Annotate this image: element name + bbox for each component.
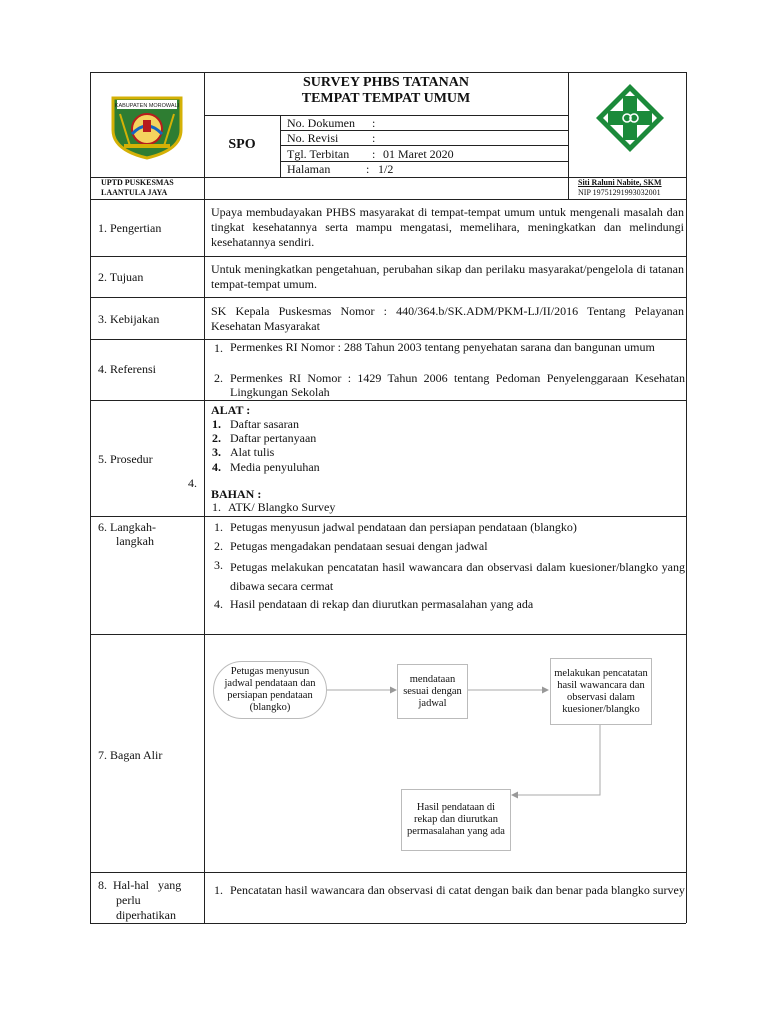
field-value-tgl: 01 Maret 2020 bbox=[383, 147, 454, 161]
field-no-dokumen bbox=[287, 116, 355, 130]
org-name-line2: LAANTULA JAYA bbox=[101, 188, 168, 197]
document-title-line1: SURVEY PHBS TATANAN bbox=[303, 75, 469, 90]
table-border-top bbox=[90, 72, 686, 73]
field-label: No. Dokumen bbox=[287, 116, 355, 130]
signer-name: Siti Raluni Nabite, SKM bbox=[578, 178, 662, 187]
label-langkah-line1: 6. Langkah- bbox=[98, 520, 156, 534]
row-line bbox=[90, 297, 686, 298]
signer-nip: NIP 19751291993032001 bbox=[578, 188, 661, 197]
alat-item: Media penyuluhan bbox=[230, 460, 320, 474]
flow-node-pencatatan bbox=[550, 658, 652, 725]
field-value-halaman: 1/2 bbox=[378, 162, 394, 176]
alat-item: Alat tulis bbox=[230, 445, 275, 459]
flow-node-mendataan bbox=[397, 664, 468, 719]
langkah-item: Petugas melakukan pencatatan hasil wawancara dan observasi dalam kuesioner/blangko yang dibawa secara cermat bbox=[230, 560, 685, 593]
field-label: No. Revisi bbox=[287, 131, 339, 145]
alat-num: 2. bbox=[212, 431, 221, 445]
row-line bbox=[90, 400, 686, 401]
referensi-num-2: 2. bbox=[214, 371, 223, 385]
referensi-num-1: 1. bbox=[214, 341, 223, 355]
langkah-item: Hasil pendataan di rekap dan diurutkan permasalahan yang ada bbox=[230, 597, 534, 611]
flow-node-rekap bbox=[401, 789, 511, 851]
field-label: Tgl. Terbitan bbox=[287, 147, 350, 161]
field-label: Halaman bbox=[287, 162, 331, 176]
flow-node-text: Petugas menyusun jadwal pendataan dan persiapan pendataan (blangko) bbox=[224, 666, 316, 713]
logo-text: KABUPATEN MOROWALI bbox=[114, 103, 180, 109]
label-kebijakan: 3. Kebijakan bbox=[98, 312, 160, 326]
alat-num: 1. bbox=[212, 417, 221, 431]
arrow-3-to-4 bbox=[512, 723, 600, 795]
field-halaman bbox=[287, 162, 330, 176]
label-hal-line1: 8. Hal-hal yang bbox=[98, 878, 182, 892]
regency-logo bbox=[110, 94, 184, 160]
flow-node-text: mendataan sesuai dengan jadwal bbox=[403, 673, 462, 709]
field-sep: : bbox=[372, 131, 376, 145]
text-tujuan: Untuk meningkatkan pengetahuan, perubahan sikap dan perilaku masyarakat/pengelola di tatanan tempat-tempat umum. bbox=[211, 262, 684, 291]
referensi-item-1: Permenkes RI Nomor : 288 Tahun 2003 tentang penyehatan sarana dan bangunan umum bbox=[230, 340, 655, 354]
alat-num: 4. bbox=[212, 460, 221, 474]
table-border-right bbox=[686, 72, 687, 923]
langkah-num: 2. bbox=[214, 539, 223, 553]
field-tgl-terbitan bbox=[287, 147, 349, 161]
header-divider-right bbox=[568, 72, 569, 199]
alat-item: Daftar sasaran bbox=[230, 417, 299, 431]
referensi-item-2: Permenkes RI Nomor : 1429 Tahun 2006 tentang Pedoman Penyelenggaraan Kesehatan Lingkungan Sekolah bbox=[230, 371, 685, 399]
field-no-revisi bbox=[287, 131, 338, 145]
label-tujuan: 2. Tujuan bbox=[98, 270, 144, 284]
langkah-num: 3. bbox=[214, 558, 223, 572]
field-sep: : bbox=[372, 116, 376, 130]
label-pengertian: 1. Pengertian bbox=[98, 221, 162, 235]
bahan-heading: BAHAN : bbox=[211, 487, 262, 501]
hal-num: 1. bbox=[214, 883, 223, 897]
flow-node-text: Hasil pendataan di rekap dan diurutkan permasalahan yang ada bbox=[407, 802, 505, 837]
document-title-line2: TEMPAT TEMPAT UMUM bbox=[301, 91, 471, 106]
text-kebijakan: SK Kepala Puskesmas Nomor : 440/364.b/SK.ADM/PKM-LJ/II/2016 Tentang Pelayanan Kesehatan Masyarakat bbox=[211, 304, 684, 333]
label-bagan-alir: 7. Bagan Alir bbox=[98, 748, 163, 762]
langkah-item: Petugas mengadakan pendataan sesuai dengan jadwal bbox=[230, 539, 488, 553]
spo-label: SPO bbox=[228, 137, 256, 152]
flow-node-start bbox=[213, 661, 327, 719]
label-langkah-line2: langkah bbox=[116, 534, 154, 548]
label-hal-line2: perlu bbox=[116, 893, 141, 907]
health-cross-logo bbox=[594, 82, 666, 154]
row-line bbox=[90, 256, 686, 257]
row-line bbox=[90, 516, 686, 517]
alat-item: Daftar pertanyaan bbox=[230, 431, 317, 445]
langkah-num: 4. bbox=[214, 597, 223, 611]
label-hal-line3: diperhatikan bbox=[116, 908, 176, 922]
label-referensi: 4. Referensi bbox=[98, 362, 156, 376]
field-sep: : bbox=[366, 162, 370, 176]
text-pengertian: Upaya membudayakan PHBS masyarakat di tempat-tempat umum untuk mengenali masalah dan tingkat kesehatannya serta mampu mengatasi, memelihara, meningkatkan dan melindungi kesehatannya sendiri. bbox=[211, 205, 684, 249]
langkah-item: Petugas menyusun jadwal pendataan dan persiapan pendataan (blangko) bbox=[230, 520, 577, 534]
bahan-item: ATK/ Blangko Survey bbox=[228, 500, 336, 514]
header-end-line bbox=[90, 199, 686, 200]
org-name-line1: UPTD PUSKESMAS bbox=[101, 178, 174, 187]
flow-node-text: melakukan pencatatan hasil wawancara dan observasi dalam kuesioner/blangko bbox=[554, 667, 648, 715]
hal-item: Pencatatan hasil wawancara dan observasi di catat dengan baik dan benar pada blangko survey bbox=[230, 883, 685, 897]
alat-heading: ALAT : bbox=[211, 403, 251, 417]
table-border-bottom bbox=[90, 923, 686, 924]
label-prosedur: 5. Prosedur bbox=[98, 452, 153, 466]
field-sep: : bbox=[372, 147, 376, 161]
bahan-num: 1. bbox=[212, 500, 221, 514]
langkah-num: 1. bbox=[214, 520, 223, 534]
spo-divider bbox=[280, 115, 281, 177]
row-line bbox=[90, 872, 686, 873]
prosedur-stray-number: 4. bbox=[188, 476, 197, 490]
title-underline bbox=[204, 115, 568, 116]
field-line-2 bbox=[280, 145, 568, 146]
alat-num: 3. bbox=[212, 445, 221, 459]
